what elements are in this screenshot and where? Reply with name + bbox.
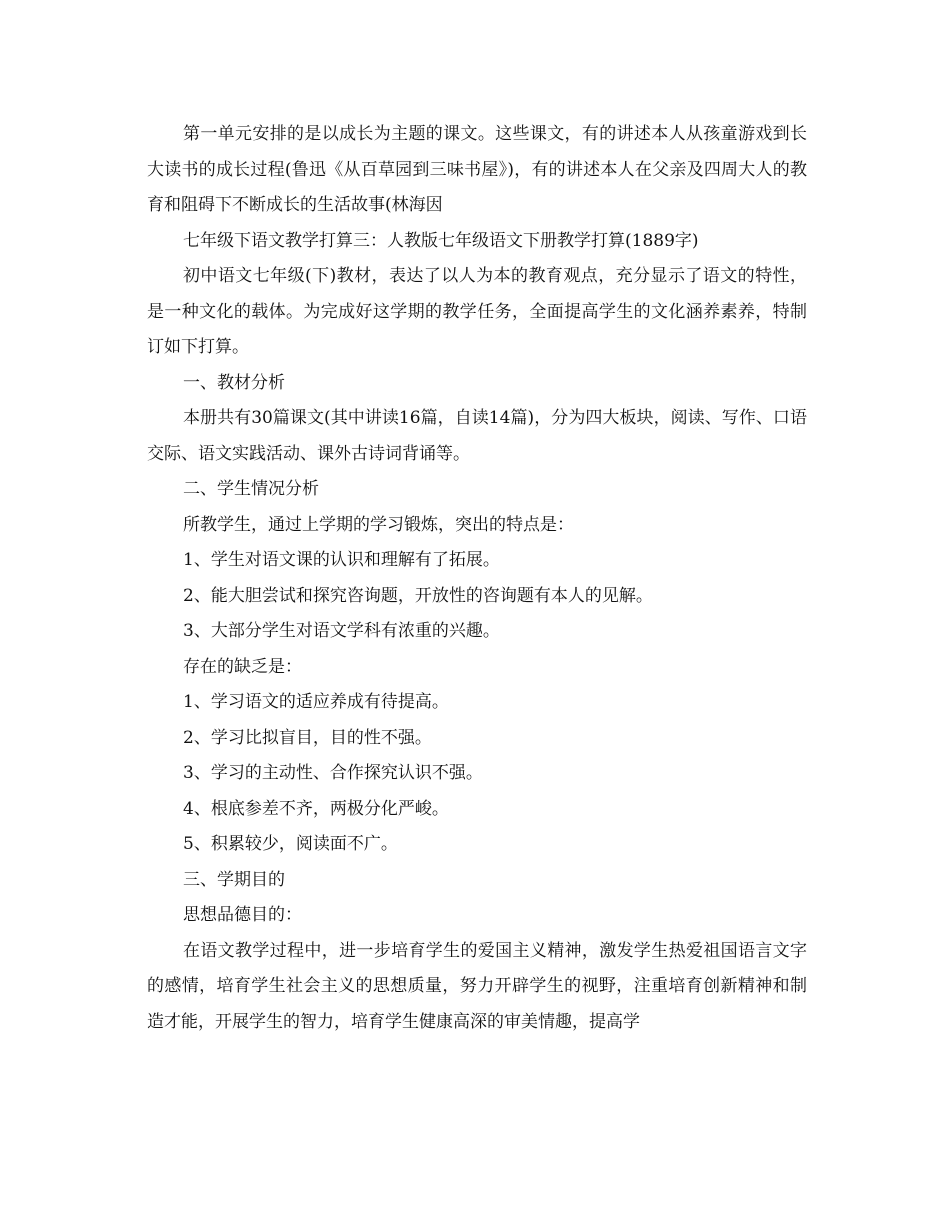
- paragraph-weaknesses-intro: 存在的缺乏是：: [183, 656, 302, 677]
- paragraph-plan-intro: 初中语文七年级(下)教材，表达了以人为本的教育观点，充分显示了语文的特性，是一种文化的载体。为完成好这学期的教学任务，全面提高学生的文化涵养素养，特制订如下打算。: [147, 266, 807, 357]
- heading-textbook-analysis: 一、教材分析: [183, 372, 285, 393]
- list-item-strength-3: 3、大部分学生对语文学科有浓重的兴趣。: [183, 621, 500, 641]
- paragraph-student-features: 所教学生，通过上学期的学习锻炼，突出的特点是：: [183, 514, 574, 535]
- list-item-weakness-2: 2、学习比拟盲目，目的性不强。: [183, 727, 432, 748]
- heading-semester-goals: 三、学期目的: [183, 869, 285, 890]
- paragraph-plan-title: 七年级下语文教学打算三：人教版七年级语文下册教学打算(1889字): [183, 230, 699, 251]
- subheading-moral-goals: 思想品德目的：: [183, 905, 302, 925]
- paragraph-textbook-analysis: 本册共有30篇课文(其中讲读16篇，自读14篇)，分为四大板块，阅读、写作、口语交际、语文实践活动、课外古诗词背诵等。: [147, 408, 807, 464]
- list-item-weakness-1: 1、学习语文的适应养成有待提高。: [183, 692, 449, 712]
- list-item-weakness-4: 4、根底参差不齐，两极分化严峻。: [183, 798, 449, 819]
- heading-student-analysis: 二、学生情况分析: [183, 479, 319, 499]
- paragraph-moral-goals: 在语文教学过程中，进一步培育学生的爱国主义精神，激发学生热爱祖国语言文字的感情，培育学生社会主义的思想质量，努力开辟学生的视野，注重培育创新精神和制造才能，开展学生的智力，培育学生健康高深的审美情趣，提高学: [147, 940, 807, 1032]
- list-item-weakness-3: 3、学习的主动性、合作探究认识不强。: [183, 763, 483, 783]
- list-item-strength-1: 1、学生对语文课的认识和理解有了拓展。: [183, 550, 500, 570]
- list-item-weakness-5: 5、积累较少，阅读面不广。: [183, 834, 398, 854]
- list-item-strength-2: 2、能大胆尝试和探究咨询题，开放性的咨询题有本人的见解。: [183, 585, 653, 606]
- document-body: [147, 117, 807, 1040]
- paragraph-intro-unit-one: 第一单元安排的是以成长为主题的课文。这些课文，有的讲述本人从孩童游戏到长大读书的成长过程(鲁迅《从百草园到三味书屋》)，有的讲述本人在父亲及四周大人的教育和阻碍下不断成长的生活故事(林海因: [147, 124, 807, 215]
